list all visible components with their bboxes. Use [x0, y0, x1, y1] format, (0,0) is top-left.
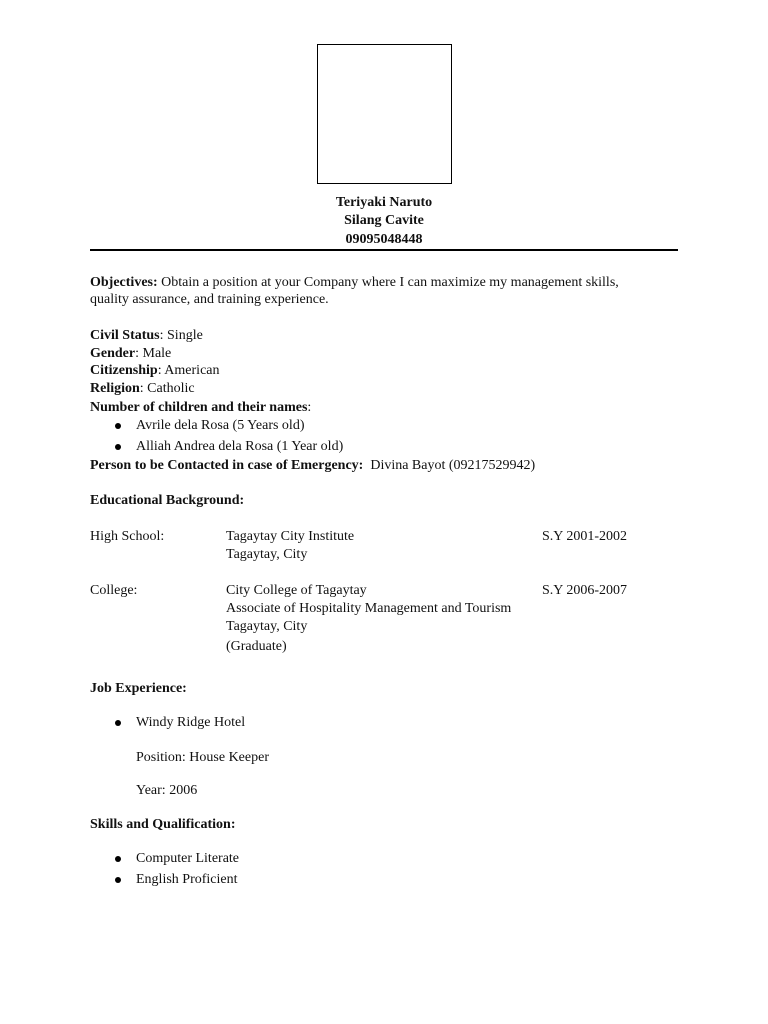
bullet-icon — [115, 856, 121, 862]
high-school-year: S.Y 2001-2002 — [542, 529, 628, 544]
education-heading: Educational Background: — [90, 493, 245, 508]
bullet-icon — [115, 423, 121, 429]
citizenship-value: : American — [157, 363, 220, 378]
job-company: Windy Ridge Hotel — [136, 715, 246, 730]
gender-label: Gender — [90, 346, 136, 361]
job-position: Position: House Keeper — [136, 750, 269, 765]
religion-row — [90, 380, 195, 398]
children-label: Number of children and their names — [90, 400, 308, 415]
header-divider — [90, 249, 678, 251]
civil-status-row — [90, 327, 203, 345]
college-name: City College of Tagaytay — [226, 583, 367, 598]
gender-row — [90, 345, 171, 363]
citizenship-row — [90, 362, 220, 380]
child-item: Avrile dela Rosa (5 Years old) — [136, 418, 305, 433]
religion-value: : Catholic — [139, 381, 195, 396]
college-location: Tagaytay, City — [226, 619, 308, 634]
objectives-text-2: quality assurance, and training experience. — [90, 292, 329, 307]
emergency-value: Divina Bayot (09217529942) — [370, 458, 536, 473]
skill-item: Computer Literate — [136, 851, 240, 866]
objectives-line-1 — [90, 274, 619, 292]
skill-item: English Proficient — [136, 872, 238, 887]
children-colon: : — [307, 400, 312, 415]
college-label: College: — [90, 583, 138, 598]
citizenship-label: Citizenship — [90, 363, 158, 378]
bullet-icon — [115, 444, 121, 450]
civil-status-value: : Single — [159, 328, 203, 343]
civil-status-label: Civil Status — [90, 328, 160, 343]
high-school-name: Tagaytay City Institute — [226, 529, 355, 544]
job-heading: Job Experience: — [90, 681, 187, 696]
gender-value: : Male — [135, 346, 172, 361]
college-course: Associate of Hospitality Management and Tourism — [226, 601, 512, 616]
child-item: Alliah Andrea dela Rosa (1 Year old) — [136, 439, 344, 454]
objectives-label: Objectives: — [90, 275, 158, 290]
religion-label: Religion — [90, 381, 140, 396]
job-year: Year: 2006 — [136, 783, 198, 798]
applicant-phone: 09095048448 — [345, 232, 423, 247]
children-row — [90, 399, 311, 417]
high-school-label: High School: — [90, 529, 165, 544]
photo-placeholder — [317, 44, 452, 184]
applicant-name: Teriyaki Naruto — [335, 195, 433, 210]
emergency-label: Person to be Contacted in case of Emergency: — [90, 458, 364, 473]
high-school-location: Tagaytay, City — [226, 547, 308, 562]
emergency-row — [90, 457, 535, 475]
bullet-icon — [115, 720, 121, 726]
objectives-text-1: Obtain a position at your Company where I can maximize my management skills, — [161, 275, 619, 290]
college-year: S.Y 2006-2007 — [542, 583, 628, 598]
college-status: (Graduate) — [226, 639, 287, 654]
bullet-icon — [115, 877, 121, 883]
skills-heading: Skills and Qualification: — [90, 817, 236, 832]
applicant-address: Silang Cavite — [344, 213, 424, 228]
